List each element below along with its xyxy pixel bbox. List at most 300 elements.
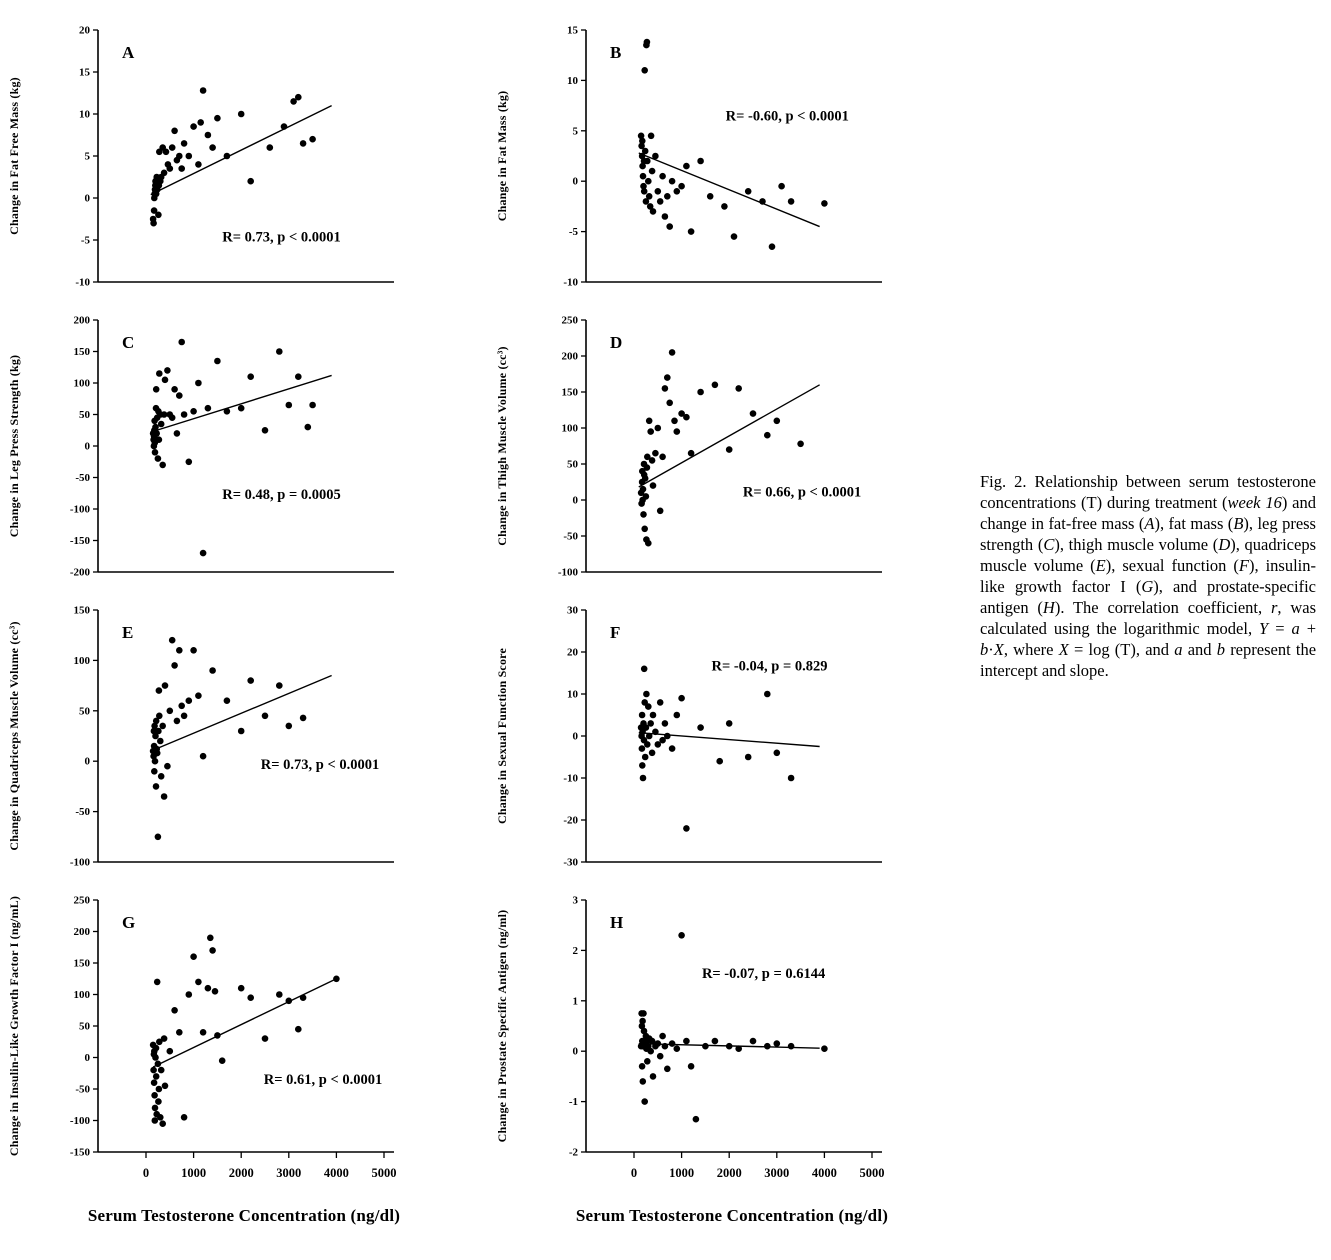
data-point xyxy=(152,1105,159,1112)
panel-g-igf xyxy=(0,886,488,1204)
data-point xyxy=(646,418,653,425)
data-point xyxy=(662,385,669,392)
y-tick-label: 0 xyxy=(84,440,90,453)
panel-e-quadriceps-volume xyxy=(0,596,488,886)
data-point xyxy=(683,825,690,832)
data-point xyxy=(205,405,212,412)
x-tick-label: 5000 xyxy=(859,1166,885,1180)
data-point xyxy=(150,220,157,227)
y-tick-label: 10 xyxy=(567,688,578,701)
data-point xyxy=(646,193,653,200)
data-point xyxy=(642,475,649,482)
y-tick-label: -5 xyxy=(80,234,90,247)
data-point xyxy=(190,408,197,415)
data-point xyxy=(178,339,185,346)
y-tick-label: 10 xyxy=(79,108,90,121)
data-point xyxy=(156,1086,163,1093)
data-point xyxy=(333,976,340,983)
y-tick-label: 10 xyxy=(567,74,578,87)
caption-italic-segment: a xyxy=(1291,618,1300,638)
data-point xyxy=(745,754,752,761)
data-point xyxy=(153,430,160,437)
data-point xyxy=(669,1040,676,1047)
data-point xyxy=(641,526,648,533)
caption-italic-segment: E xyxy=(1095,555,1106,575)
data-point xyxy=(200,87,207,94)
y-tick-label: -100 xyxy=(69,856,90,869)
caption-italic-segment: D xyxy=(1218,534,1231,554)
data-point xyxy=(664,733,671,740)
y-tick-label: -50 xyxy=(75,472,90,484)
panel-f-sexual-function xyxy=(488,596,976,886)
data-point xyxy=(735,385,742,392)
trend-line xyxy=(639,385,820,487)
data-point xyxy=(669,745,676,752)
caption-segment: ), sexual function ( xyxy=(1105,555,1239,575)
y-tick-label: 0 xyxy=(572,1045,578,1058)
data-point xyxy=(764,432,771,439)
y-tick-label: -10 xyxy=(75,276,90,289)
data-point xyxy=(281,123,288,130)
data-point xyxy=(186,697,193,704)
scatter-plot-H xyxy=(488,886,976,1204)
data-point xyxy=(300,140,307,147)
data-point xyxy=(276,991,283,998)
data-point xyxy=(276,348,283,355)
y-tick-label: -20 xyxy=(563,814,578,827)
data-point xyxy=(150,1067,157,1074)
caption-segment: ), leg press strength ( xyxy=(980,513,1316,554)
data-point xyxy=(224,697,231,704)
data-point xyxy=(644,158,651,165)
data-point xyxy=(267,144,274,151)
data-point xyxy=(151,768,158,775)
data-point xyxy=(640,775,647,782)
data-point xyxy=(643,691,650,698)
data-point xyxy=(702,1043,709,1050)
data-point xyxy=(176,392,183,399)
y-tick-label: 150 xyxy=(561,386,578,399)
data-point xyxy=(176,647,183,654)
data-point xyxy=(186,991,193,998)
y-tick-label: 150 xyxy=(73,604,90,617)
correlation-annotation: R= -0.07, p = 0.6144 xyxy=(701,966,826,983)
correlation-annotation: R= -0.04, p = 0.829 xyxy=(711,658,828,675)
panel-c-leg-press-strength xyxy=(0,306,488,596)
y-axis-label: Change in Fat Free Mass (kg) xyxy=(7,77,21,235)
y-tick-label: -30 xyxy=(563,856,578,869)
data-point xyxy=(238,405,245,412)
data-point xyxy=(161,793,168,800)
data-point xyxy=(640,1010,647,1017)
data-point xyxy=(647,1048,654,1055)
data-point xyxy=(657,508,664,515)
data-point xyxy=(152,758,159,765)
data-point xyxy=(774,418,781,425)
data-point xyxy=(162,1083,169,1090)
y-tick-label: 20 xyxy=(79,24,90,37)
data-point xyxy=(664,374,671,381)
caption-segment: · xyxy=(988,639,994,659)
data-point xyxy=(650,482,657,489)
y-tick-label: 20 xyxy=(567,646,578,659)
data-point xyxy=(644,1058,651,1065)
data-point xyxy=(181,411,188,418)
data-point xyxy=(669,349,676,356)
caption-italic-segment: B xyxy=(1233,513,1244,533)
data-point xyxy=(190,647,197,654)
scatter-plot-D xyxy=(488,306,976,596)
data-point xyxy=(678,932,685,939)
data-point xyxy=(652,153,659,160)
data-point xyxy=(295,1026,302,1033)
data-point xyxy=(639,762,646,769)
data-point xyxy=(159,1120,166,1127)
caption-italic-segment: A xyxy=(1144,513,1155,533)
data-point xyxy=(167,1048,174,1055)
data-point xyxy=(176,1029,183,1036)
data-point xyxy=(641,1098,648,1105)
data-point xyxy=(707,193,714,200)
y-tick-label: -1 xyxy=(568,1096,578,1109)
data-point xyxy=(652,450,659,457)
data-point xyxy=(262,1035,269,1042)
data-point xyxy=(300,994,307,1001)
data-point xyxy=(639,1018,646,1025)
data-point xyxy=(262,427,269,434)
data-point xyxy=(712,382,719,389)
y-tick-label: 100 xyxy=(73,377,90,390)
data-point xyxy=(674,428,681,435)
trend-line xyxy=(151,676,332,752)
data-point xyxy=(726,720,733,727)
data-point xyxy=(156,370,163,377)
x-tick-label: 3000 xyxy=(276,1166,302,1180)
y-tick-label: -50 xyxy=(563,530,578,543)
data-point xyxy=(688,450,695,457)
data-point xyxy=(750,410,757,417)
data-point xyxy=(657,1053,664,1060)
panel-b-fat-mass xyxy=(488,16,976,306)
data-point xyxy=(153,1045,160,1052)
data-point xyxy=(697,158,704,165)
y-tick-label: 50 xyxy=(567,458,578,471)
y-tick-label: -10 xyxy=(563,772,578,785)
data-point xyxy=(674,188,681,195)
data-point xyxy=(652,729,659,736)
y-axis-label: Change in Sexual Function Score xyxy=(495,648,509,824)
caption-segment: and xyxy=(1182,639,1217,659)
caption-segment: , was calculated using the logarithmic model, xyxy=(980,597,1316,638)
data-point xyxy=(750,1038,757,1045)
data-point xyxy=(309,402,316,409)
y-axis-label: Change in Quadriceps Muscle Volume (cc³) xyxy=(7,621,21,851)
data-point xyxy=(640,486,647,493)
data-point xyxy=(181,140,188,147)
data-point xyxy=(650,712,657,719)
caption-segment: , where xyxy=(1003,639,1059,659)
data-point xyxy=(155,728,162,735)
y-tick-label: 1 xyxy=(572,995,578,1008)
data-point xyxy=(642,754,649,761)
caption-segment: = xyxy=(1268,618,1292,638)
data-point xyxy=(657,198,664,205)
data-point xyxy=(655,188,662,195)
data-point xyxy=(176,153,183,160)
scatter-plot-B xyxy=(488,16,976,306)
data-point xyxy=(295,94,302,101)
caption-segment: ), insulin-like growth factor I ( xyxy=(980,555,1316,596)
data-point xyxy=(157,1114,164,1121)
data-point xyxy=(171,662,178,669)
data-point xyxy=(151,1079,158,1086)
data-point xyxy=(774,1040,781,1047)
correlation-annotation: R= 0.66, p < 0.0001 xyxy=(742,484,862,501)
data-point xyxy=(726,1043,733,1050)
correlation-annotation: R= 0.48, p = 0.0005 xyxy=(222,486,341,503)
data-point xyxy=(197,119,204,126)
data-point xyxy=(821,1045,828,1052)
y-axis-label: Change in Fat Mass (kg) xyxy=(495,90,509,222)
data-point xyxy=(641,188,648,195)
data-point xyxy=(156,713,163,720)
data-point xyxy=(178,703,185,710)
data-point xyxy=(726,446,733,453)
data-point xyxy=(305,424,312,431)
caption-italic-segment: C xyxy=(1043,534,1055,554)
scatter-plot-A xyxy=(0,16,488,306)
data-point xyxy=(666,400,673,407)
data-point xyxy=(238,985,245,992)
data-point xyxy=(735,1045,742,1052)
data-point xyxy=(200,550,207,557)
data-point xyxy=(664,1066,671,1073)
data-point xyxy=(286,998,293,1005)
data-point xyxy=(697,724,704,731)
y-tick-label: 5 xyxy=(84,150,90,163)
y-tick-label: -50 xyxy=(75,806,90,819)
data-point xyxy=(200,753,207,760)
y-tick-label: -10 xyxy=(563,276,578,289)
caption-segment: + xyxy=(1299,618,1317,638)
data-point xyxy=(151,1092,158,1099)
data-point xyxy=(662,720,669,727)
caption-italic-segment: H xyxy=(1042,597,1055,617)
y-axis-label: Change in Prostate Specific Antigen (ng/ml) xyxy=(495,909,509,1143)
caption-italic-segment: a xyxy=(1174,639,1183,659)
y-tick-label: 5 xyxy=(572,125,578,138)
y-axis-label: Change in Leg Press Strength (kg) xyxy=(7,354,21,538)
trend-line xyxy=(153,979,336,1067)
data-point xyxy=(295,373,302,380)
caption-italic-segment: b xyxy=(980,639,989,659)
correlation-annotation: R= 0.73, p < 0.0001 xyxy=(222,229,341,246)
panel-letter: F xyxy=(610,623,621,642)
data-point xyxy=(671,418,678,425)
caption-segment: = log (T), and xyxy=(1068,639,1175,659)
data-point xyxy=(158,1067,165,1074)
y-tick-label: 100 xyxy=(73,654,90,667)
caption-segment: ), quadriceps muscle volume ( xyxy=(980,534,1316,575)
data-point xyxy=(262,713,269,720)
y-tick-label: 2 xyxy=(572,944,578,957)
data-point xyxy=(155,212,162,219)
x-tick-label: 2000 xyxy=(228,1166,254,1180)
x-axis-title-left: Serum Testosterone Concentration (ng/dl) xyxy=(87,1206,401,1225)
data-point xyxy=(778,183,785,190)
data-point xyxy=(152,449,159,456)
data-point xyxy=(659,1033,666,1040)
y-tick-label: -200 xyxy=(69,566,90,579)
correlation-annotation: R= -0.60, p < 0.0001 xyxy=(725,108,849,125)
data-point xyxy=(712,1038,719,1045)
data-point xyxy=(169,637,176,644)
data-point xyxy=(169,144,176,151)
scatter-plot-F xyxy=(488,596,976,886)
panel-letter: A xyxy=(122,43,135,62)
data-point xyxy=(155,1061,162,1068)
caption-italic-segment: X xyxy=(1058,639,1069,659)
data-point xyxy=(161,170,168,177)
data-point xyxy=(153,783,160,790)
y-tick-label: 200 xyxy=(561,350,578,363)
data-point xyxy=(788,198,795,205)
data-point xyxy=(642,148,649,155)
correlation-annotation: R= 0.61, p < 0.0001 xyxy=(263,1072,383,1088)
x-tick-label: 0 xyxy=(142,1166,150,1180)
data-point xyxy=(159,462,166,469)
data-point xyxy=(214,1032,221,1039)
caption-italic-segment: X xyxy=(993,639,1004,659)
caption-segment: ), fat mass ( xyxy=(1154,513,1234,533)
data-point xyxy=(640,173,647,180)
x-tick-label: 3000 xyxy=(764,1166,790,1180)
left-plot-column xyxy=(0,0,488,1226)
data-point xyxy=(155,1098,162,1105)
data-point xyxy=(205,132,212,139)
data-point xyxy=(683,163,690,170)
data-point xyxy=(674,712,681,719)
y-tick-label: 200 xyxy=(73,314,90,327)
data-point xyxy=(639,712,646,719)
data-point xyxy=(659,173,666,180)
data-point xyxy=(764,1043,771,1050)
data-point xyxy=(195,380,202,387)
data-point xyxy=(645,540,652,547)
data-point xyxy=(190,123,197,130)
data-point xyxy=(171,386,178,393)
panel-letter: D xyxy=(610,333,623,352)
data-point xyxy=(647,428,654,435)
data-point xyxy=(649,750,656,757)
data-point xyxy=(693,1116,700,1123)
data-point xyxy=(683,1038,690,1045)
data-point xyxy=(721,203,728,210)
data-point xyxy=(181,1114,188,1121)
data-point xyxy=(247,178,254,185)
data-point xyxy=(212,988,219,995)
data-point xyxy=(639,745,646,752)
data-point xyxy=(641,67,648,74)
y-tick-label: 0 xyxy=(84,192,90,205)
data-point xyxy=(286,723,293,730)
data-point xyxy=(276,682,283,689)
data-point xyxy=(674,1045,681,1052)
caption-italic-segment: G xyxy=(1141,576,1154,596)
x-tick-label: 1000 xyxy=(181,1166,207,1180)
data-point xyxy=(181,713,188,720)
caption-italic-segment: b xyxy=(1216,639,1225,659)
caption-segment: ). The correlation coefficient, xyxy=(1054,597,1271,617)
data-point xyxy=(167,708,174,715)
data-point xyxy=(209,667,216,674)
panel-letter: C xyxy=(122,333,135,352)
data-point xyxy=(678,695,685,702)
y-tick-label: 50 xyxy=(79,409,90,421)
y-tick-label: 200 xyxy=(73,926,90,938)
figure-caption xyxy=(976,0,1326,1226)
y-tick-label: 250 xyxy=(561,314,578,327)
data-point xyxy=(247,373,254,380)
y-tick-label: 0 xyxy=(572,494,578,507)
y-tick-label: -2 xyxy=(568,1146,578,1159)
y-tick-label: 15 xyxy=(79,66,90,79)
data-point xyxy=(639,138,646,145)
x-tick-label: 5000 xyxy=(371,1166,397,1180)
y-axis-label: Change in Thigh Muscle Volume (cc³) xyxy=(495,346,509,546)
data-point xyxy=(200,1029,207,1036)
data-point xyxy=(186,459,193,466)
data-point xyxy=(650,208,657,215)
data-point xyxy=(769,243,776,250)
data-point xyxy=(688,228,695,235)
y-tick-label: 100 xyxy=(561,422,578,435)
data-point xyxy=(640,1078,647,1085)
scatter-plot-E xyxy=(0,596,488,886)
x-tick-label: 0 xyxy=(630,1166,638,1180)
trend-line xyxy=(151,375,332,432)
trend-line xyxy=(151,106,332,195)
data-point xyxy=(657,699,664,706)
scatter-plot-G xyxy=(0,886,488,1204)
y-tick-label: -100 xyxy=(69,1115,90,1127)
y-tick-label: 30 xyxy=(567,604,578,617)
data-point xyxy=(300,715,307,722)
data-point xyxy=(209,947,216,954)
data-point xyxy=(731,233,738,240)
y-tick-label: -50 xyxy=(75,1083,90,1096)
data-point xyxy=(655,1040,662,1047)
data-point xyxy=(161,411,168,418)
data-point xyxy=(238,728,245,735)
panel-h-psa xyxy=(488,886,976,1204)
data-point xyxy=(158,773,165,780)
y-tick-label: 0 xyxy=(572,175,578,188)
y-tick-label: 50 xyxy=(79,705,90,718)
data-point xyxy=(152,1117,159,1124)
data-point xyxy=(178,165,185,172)
data-point xyxy=(153,386,160,393)
data-point xyxy=(286,402,293,409)
data-point xyxy=(154,750,161,757)
data-point xyxy=(662,213,669,220)
data-point xyxy=(195,161,202,168)
data-point xyxy=(821,200,828,207)
data-point xyxy=(666,223,673,230)
data-point xyxy=(641,666,648,673)
data-point xyxy=(640,511,647,518)
caption-italic-segment: r xyxy=(1270,597,1278,617)
